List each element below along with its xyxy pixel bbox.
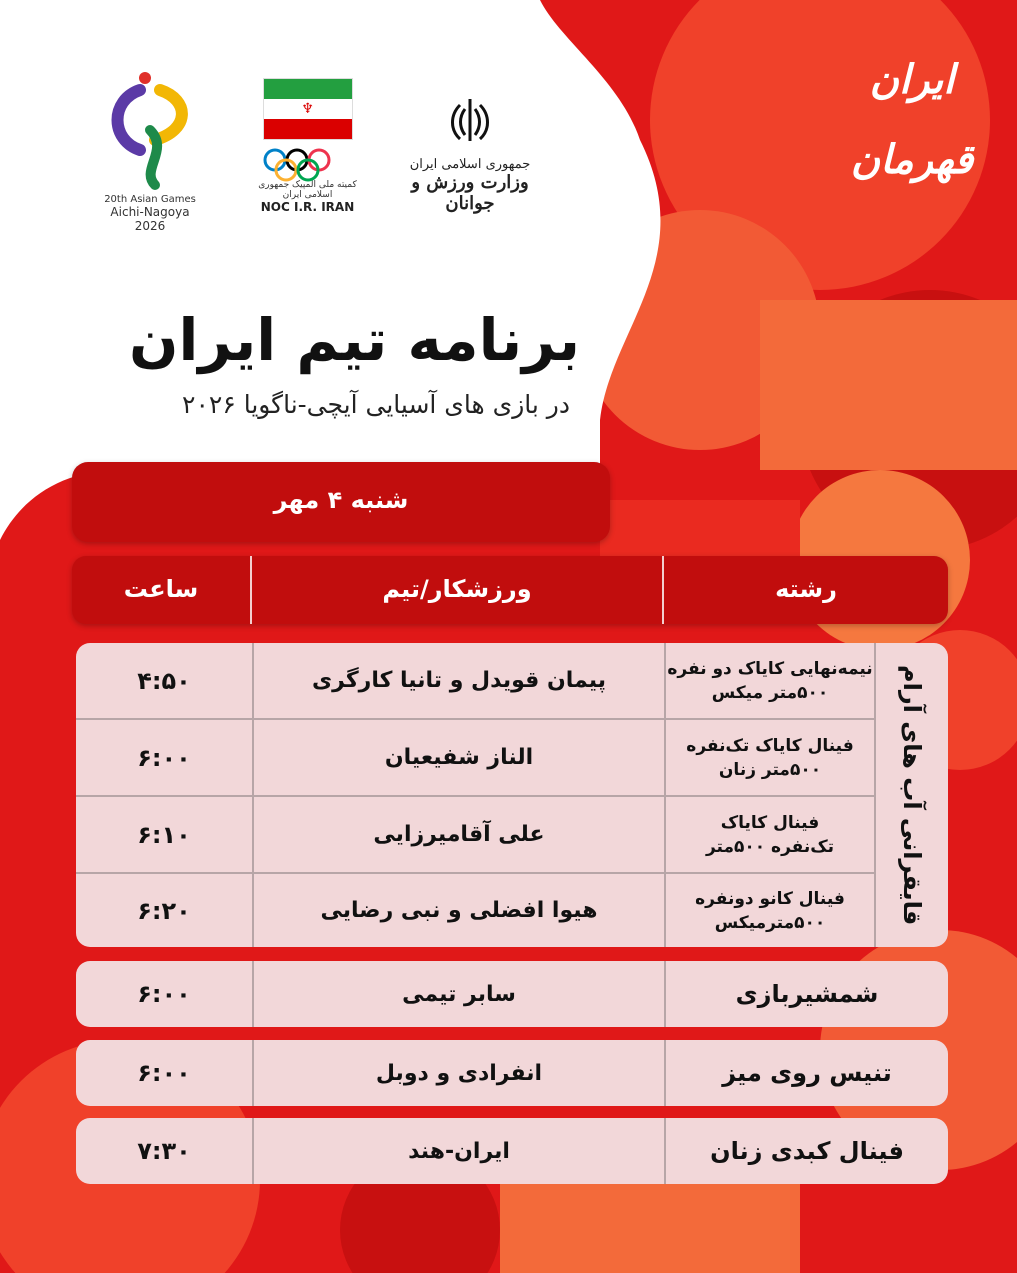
table-row-kabaddi — [76, 1118, 948, 1184]
header-divider — [250, 556, 252, 624]
asian-games-caption-1: 20th Asian Games — [104, 194, 196, 205]
brand-logo: ایران قهرمان — [850, 56, 974, 183]
table-row-event — [666, 797, 874, 872]
ministry-logo — [385, 95, 555, 225]
table-header — [72, 556, 948, 624]
table-row-athlete: علی آقامیرزایی — [373, 822, 545, 847]
olympic-rings-icon — [257, 148, 357, 184]
table-row-time: ۶:۰۰ — [137, 980, 191, 1008]
asian-games-logo — [95, 70, 205, 233]
header-discipline: رشته — [775, 575, 837, 603]
table-row-event — [666, 643, 874, 718]
table-row-athlete: الناز شفیعیان — [384, 745, 534, 770]
table-row-time: ۶:۰۰ — [137, 1059, 191, 1087]
event-line-2: ۵۰۰مترمیکس — [714, 912, 826, 933]
page-subtitle: در بازی های آسیایی آیچی-ناگویا ۲۰۲۶ — [182, 390, 570, 419]
event-line-1: فینال کانو دونفره — [695, 888, 845, 909]
event-line-1: نیمه‌نهایی کایاک دو نفره — [667, 658, 873, 679]
canoe-group-panel — [76, 643, 948, 947]
date-label: شنبه ۴ مهر — [72, 462, 610, 542]
header-divider — [662, 556, 664, 624]
column-divider — [874, 643, 876, 947]
event-line-2: ۵۰۰متر میکس — [711, 682, 829, 703]
noc-en-caption: NOC I.R. IRAN — [260, 200, 355, 214]
ministry-line-2: وزارت ورزش و جوانان — [411, 172, 529, 214]
table-row-athlete: انفرادی و دوبل — [375, 1060, 543, 1086]
table-row-event — [666, 874, 874, 947]
asian-games-caption-2: Aichi-Nagoya 2026 — [110, 205, 190, 233]
iran-emblem-icon — [445, 95, 495, 145]
ministry-line-1: جمهوری اسلامی ایران — [409, 157, 531, 172]
table-row-athlete: سابر تیمی — [402, 981, 516, 1007]
page-title: برنامه تیم ایران — [129, 306, 580, 374]
table-row-event — [666, 720, 874, 795]
event-line-1: فینال کایاک — [720, 812, 820, 833]
table-row-fencing — [76, 961, 948, 1027]
header-time: ساعت — [123, 575, 199, 603]
table-row-time: ۶:۰۰ — [137, 743, 191, 772]
event-line-2: تک‌نفره ۵۰۰متر — [705, 836, 835, 857]
sport-label: شمشیربازی — [735, 980, 879, 1008]
table-row-time: ۴:۵۰ — [137, 666, 191, 695]
table-row-time: ۷:۳۰ — [137, 1137, 191, 1165]
noc-fa-caption: کمیته ملی المپیک جمهوری اسلامی ایران — [258, 180, 357, 200]
canoe-sport-label: قایقرانی آب های آرام — [898, 664, 926, 926]
event-line-1: فینال کایاک تک‌نفره — [686, 735, 854, 756]
asian-games-emblem-icon — [100, 70, 200, 190]
table-row-athlete: پیمان قویدل و تانیا کارگری — [312, 668, 606, 693]
sport-label: تنیس روی میز — [722, 1059, 892, 1087]
sport-label: فینال کبدی زنان — [710, 1137, 904, 1165]
event-line-2: ۵۰۰متر زنان — [718, 759, 822, 780]
noc-iran-logo — [255, 78, 360, 228]
table-row-athlete: هیوا افضلی و نبی رضایی — [320, 898, 598, 923]
table-row-table-tennis — [76, 1040, 948, 1106]
header-athlete: ورزشکار/تیم — [382, 575, 532, 603]
table-row-time: ۶:۲۰ — [137, 896, 191, 925]
table-row-time: ۶:۱۰ — [137, 820, 191, 849]
iran-flag-icon: ♆ — [263, 78, 353, 140]
table-row-athlete: ایران-هند — [408, 1138, 510, 1164]
